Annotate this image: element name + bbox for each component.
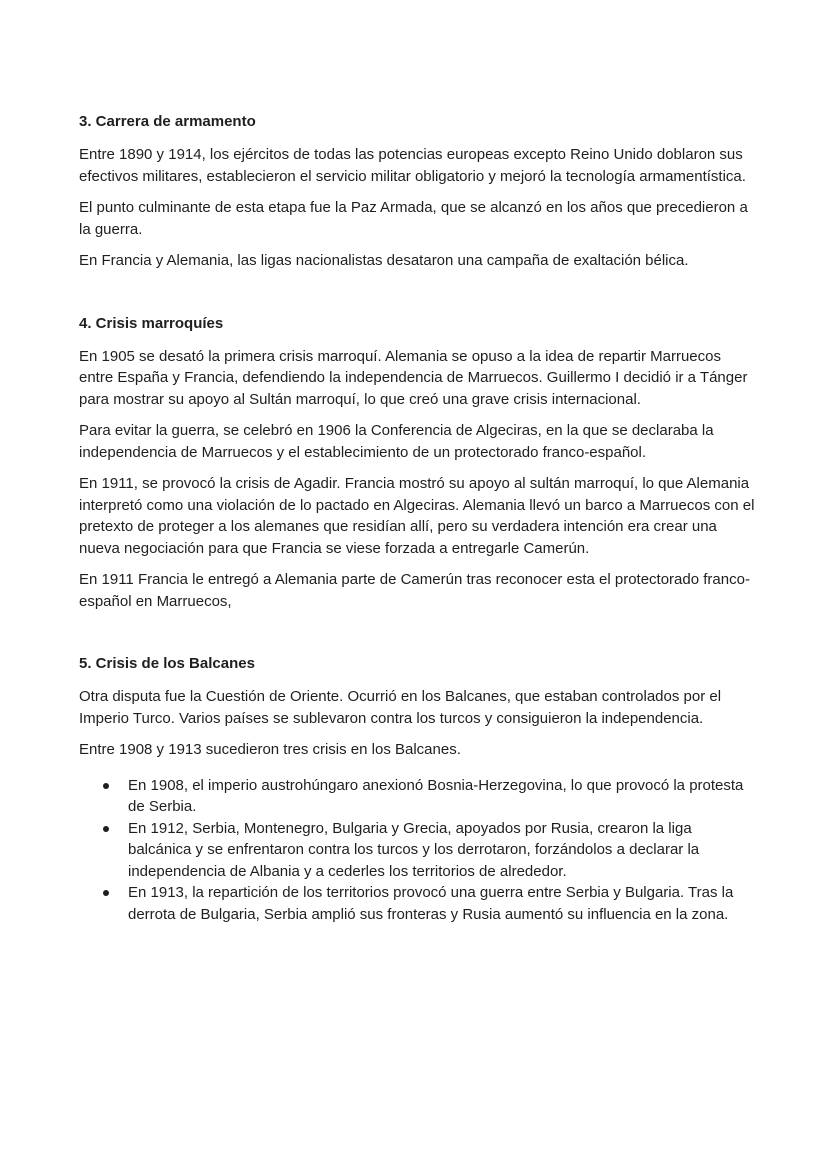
paragraph: En 1911, se provocó la crisis de Agadir. Francia mostró su apoyo al sultán marroquí, lo que Alemania interpretó como una violación de lo pactado en Algeciras. Alemania llevó un barco a Marruecos con el pretexto de proteger a los alemanes que residían allí, pero su verdadera intención era crear una nueva negociación para que Francia se viese forzada a entregarle Camerún. [79,475,755,557]
section-title: 5. Crisis de los Balcanes [79,655,255,672]
section-crisis-balcanes [79,654,759,925]
section-carrera-armamento [79,112,759,272]
paragraph: Entre 1908 y 1913 sucedieron tres crisis en los Balcanes. [79,741,461,758]
paragraph: Otra disputa fue la Cuestión de Oriente. Ocurrió en los Balcanes, que estaban controlados por el Imperio Turco. Varios países se sublevaron contra los turcos y consiguieron la independencia. [79,688,722,727]
document-page [79,112,759,925]
section-title: 3. Carrera de armamento [79,113,256,130]
paragraph: Para evitar la guerra, se celebró en 1906 la Conferencia de Algeciras, en la que se declaraba la independencia de Marruecos y el establecimiento de un protectorado franco-español. [79,422,714,461]
list-item [79,818,759,883]
list-item [79,882,759,925]
bullet-icon [103,826,109,832]
section-title: 4. Crisis marroquíes [79,314,224,332]
paragraph: En Francia y Alemania, las ligas nacionalistas desataron una campaña de exaltación bélica. [79,252,689,269]
paragraph: En 1905 se desató la primera crisis marroquí. Alemania se opuso a la idea de repartir Marruecos entre España y Francia, defendiendo la independencia de Marruecos. Guillermo I decidió ir a Tánger para mostrar su apoyo al Sultán marroquí, lo que creó una grave crisis internacional. [79,347,748,408]
list-item-text: En 1913, la repartición de los territorios provocó una guerra entre Serbia y Bulgaria. Tras la derrota de Bulgaria, Serbia amplió sus fronteras y Rusia aumentó su influencia en la zona. [128,884,734,923]
list-item [79,775,759,818]
bullet-list [79,775,759,926]
paragraph: Entre 1890 y 1914, los ejércitos de todas las potencias europeas excepto Reino Unido doblaron sus efectivos militares, establecieron el servicio militar obligatorio y mejoró la tecnología armamentística. [79,146,746,185]
list-item-text: En 1908, el imperio austrohúngaro anexionó Bosnia-Herzegovina, lo que provocó la protesta de Serbia. [128,776,744,815]
paragraph: En 1911 Francia le entregó a Alemania parte de Camerún tras reconocer esta el protectorado franco-español en Marruecos, [79,571,750,610]
paragraph: El punto culminante de esta etapa fue la Paz Armada, que se alcanzó en los años que precedieron a la guerra. [79,199,748,238]
list-item-text: En 1912, Serbia, Montenegro, Bulgaria y Grecia, apoyados por Rusia, crearon la liga balcánica y se enfrentaron contra los turcos y los derrotaron, forzándolos a declarar la independencia de Albania y a cederles los territorios de alrededor. [128,819,700,880]
bullet-icon [103,783,109,789]
bullet-icon [103,890,109,896]
section-crisis-marroquies [79,314,759,613]
